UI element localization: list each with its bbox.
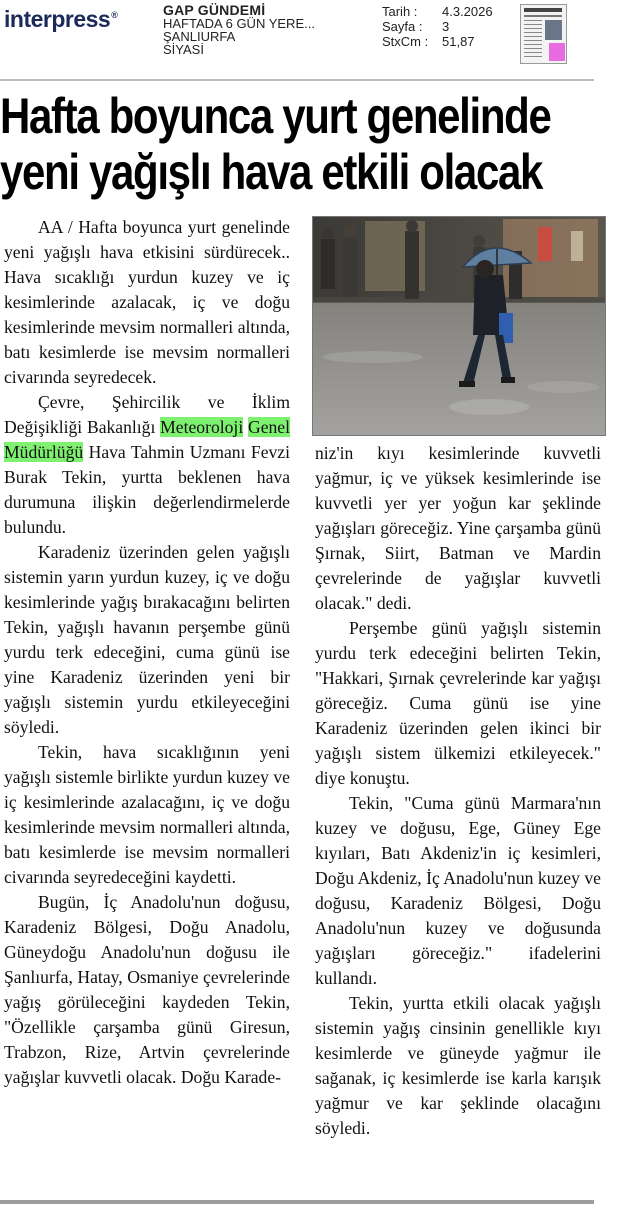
section-title: HAFTADA 6 GÜN YERE... — [163, 16, 315, 31]
thumbnail-highlight — [549, 43, 565, 61]
headline-line-2: yeni yağışlı hava etkili olacak — [0, 144, 542, 200]
article-paragraph: AA / Hafta boyunca yurt genelinde yeni yağışlı hava etkisini sürdürecek.. Hava sıcaklığı yurdun kuzey ve iç kesimlerinde azalacak, iç ve doğu kesimlerinde mevsim normalleri altında, batı kesimlerde ise mevsim normalleri civarında seyredecek. — [4, 217, 290, 387]
paragraph-text: Hava Tahmin Uzmanı Fevzi Burak Tekin, yurtta beklenen hava durumuna ilişkin değerlendirmelerde bulundu. — [4, 442, 290, 537]
registered-mark: ® — [111, 10, 118, 21]
paragraph-text: Çevre, Şehircilik ve İklim Değişikliği Bakanlığı — [4, 392, 290, 437]
clipping-meta — [382, 4, 493, 49]
logo-text: interpress — [4, 6, 111, 32]
footer-divider — [0, 1200, 594, 1204]
thumbnail-text-block — [524, 20, 542, 58]
highlighted-keyword: Genel — [247, 417, 290, 437]
article-paragraph-continued: niz'in kıyı kesimlerinde kuvvetli yağmur, iç ve yüksek kesimlerinde ise kuvvetli yer yer yoğun kar şeklinde yağışları göreceğiz. Yine çarşamba günü Şırnak, Siirt, Batman ve Mardin çevrelerinde de yağışlar kuvvetli olacak." dedi. — [315, 443, 601, 613]
meta-label: StxCm : — [382, 34, 429, 49]
city-label: ŞANLIURFA — [163, 29, 236, 44]
category-label: SİYASİ — [163, 42, 204, 57]
meta-label: Sayfa : — [382, 19, 423, 34]
article-paragraph: Tekin, yurtta etkili olacak yağışlı sistemin yağış cinsinin genellikle kıyı kesimlerde ve güneyde yağmur ile sağanak, iç kesimlerde ise karla karışık yağmur ve kar şeklinde olacağını söyledi. — [315, 993, 601, 1138]
meta-value: 3 — [442, 19, 450, 34]
highlighted-keyword: Müdürlüğü — [4, 442, 84, 462]
header-divider — [0, 79, 594, 81]
meta-label: Tarih : — [382, 4, 418, 19]
article-column-2 — [315, 441, 601, 1141]
meta-row-stxcm — [382, 34, 493, 49]
article-column-1 — [4, 215, 290, 1090]
clipping-header — [0, 0, 620, 80]
thumbnail-rule — [524, 15, 562, 17]
meta-value: 51,87 — [442, 34, 475, 49]
page-thumbnail[interactable] — [520, 4, 567, 64]
article-photo — [312, 216, 606, 436]
meta-value: 4.3.2026 — [442, 4, 493, 19]
article-paragraph: Tekin, "Cuma günü Marmara'nın kuzey ve doğusu, Ege, Güney Ege kıyıları, Batı Akdeniz'in iç kesimleri, Doğu Akdeniz, İç Anadolu'nun kuzey ve doğusu, Karadeniz Bölgesi, Doğu Anadolu'nun kuzey ve doğusunda yağışları göreceğiz." ifadelerini kullandı. — [315, 793, 601, 988]
article-paragraph: Bugün, İç Anadolu'nun doğusu, Karadeniz Bölgesi, Doğu Anadolu, Güneydoğu Anadolu'nun doğusu ile Şanlıurfa, Hatay, Osmaniye çevrelerinde yağış görüleceğini kaydeden Tekin, "Özellikle çarşamba günü Giresun, Trabzon, Rize, Artvin çevrelerinde yağışlar kuvvetli olacak. Doğu Karade- — [4, 892, 290, 1087]
article-headline — [0, 88, 551, 200]
article-paragraph — [4, 390, 290, 540]
article-paragraph: Perşembe günü yağışlı sistemin yurdu terk edeceğini belirten Tekin, "Hakkari, Şırnak çevrelerinde kar yağışı göreceğiz. Cuma günü ise yine Karadeniz üzerinden gelen ikinci bir yağışlı sistem ülkemizi etkileyecek." diye konuştu. — [315, 618, 601, 788]
article-paragraph: Karadeniz üzerinden gelen yağışlı sistemin yarın yurdun kuzey, iç ve doğu kesimlerinde yağış bırakacağını belirten Tekin, yağışlı havanın perşembe günü yurdu terk edeceğini, cuma günü ise yine Karadeniz üzerinden yeni bir yağışlı sistemin yurdu etkileyeceğini söyledi. — [4, 542, 290, 737]
publication-info — [163, 4, 315, 56]
headline-line-1: Hafta boyunca yurt genelinde — [0, 88, 551, 144]
thumbnail-masthead — [524, 8, 562, 12]
meta-row-page — [382, 19, 493, 34]
thumbnail-photo — [545, 20, 562, 40]
publication-name: GAP GÜNDEMİ — [163, 2, 266, 18]
meta-row-date — [382, 4, 493, 19]
article-paragraph: Tekin, hava sıcaklığının yeni yağışlı sistemle birlikte yurdun kuzey ve iç kesimlerinde azalacağını, iç ve doğu kesimlerinde mevsim normalleri altında, batı kesimlerde ise mevsim normalleri civarında seyredeceğini kaydetti. — [4, 742, 290, 887]
interpress-logo — [4, 6, 117, 33]
rain-umbrella-photo-icon — [313, 217, 605, 435]
highlighted-keyword: Meteoroloji — [160, 417, 244, 437]
